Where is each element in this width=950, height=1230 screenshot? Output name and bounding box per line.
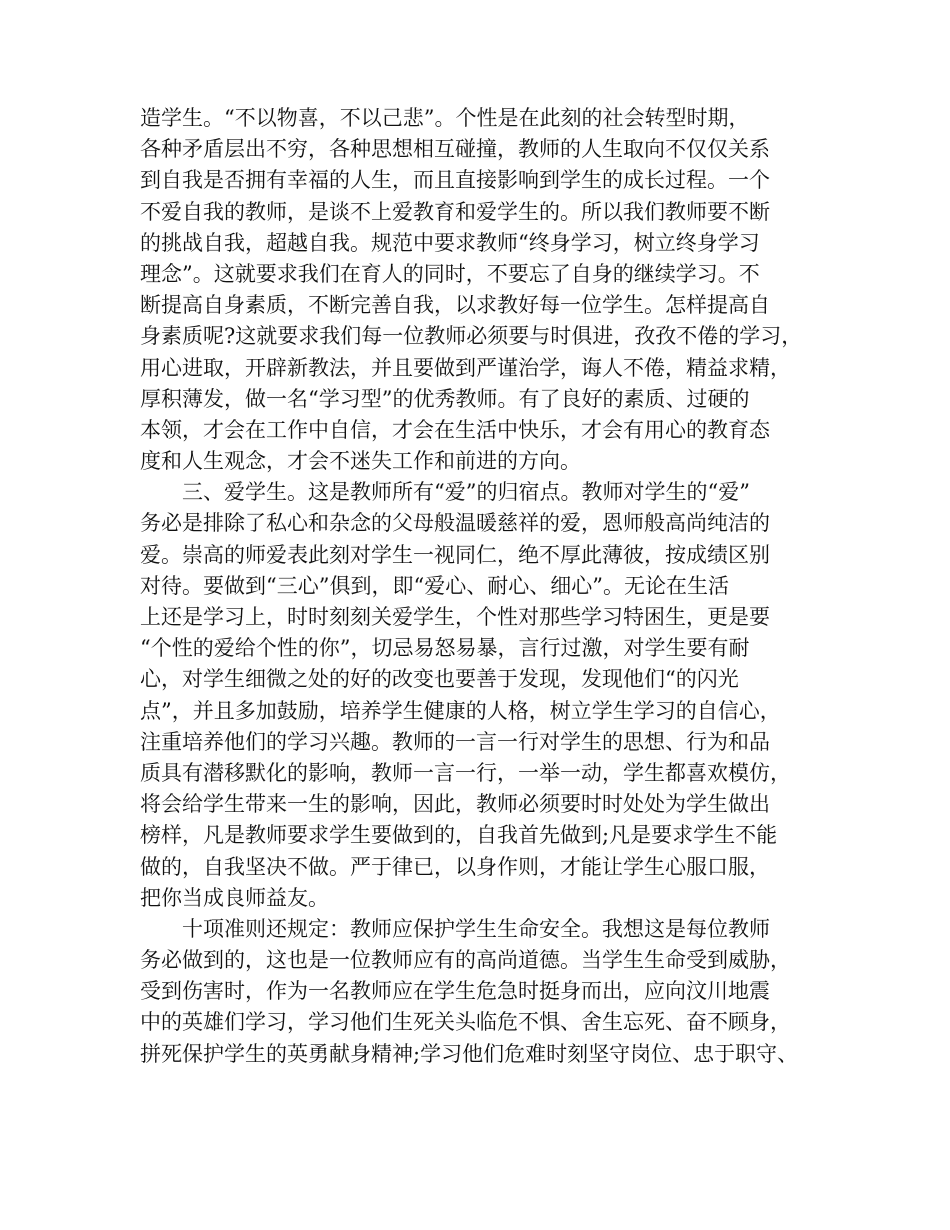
document-body xyxy=(140,103,840,1070)
text-line: 造学生。“不以物喜，不以己悲”。个性是在此刻的社会转型时期， xyxy=(140,106,750,130)
text-line: 各种矛盾层出不穷，各种思想相互碰撞，教师的人生取向不仅仅关系 xyxy=(140,137,770,162)
text-line: 榜样，凡是教师要求学生要做到的，自我首先做到;凡是要求学生不能 xyxy=(140,823,778,848)
text-line: 的挑战自我，超越自我。规范中要求教师“终身学习，树立终身学习 xyxy=(140,230,760,255)
text-line: 注重培养他们的学习兴趣。教师的一言一行对学生的思想、行为和品 xyxy=(140,729,770,754)
text-line: 三、爱学生。这是教师所有“爱”的归宿点。教师对学生的“爱” xyxy=(140,480,750,505)
text-line: 务必做到的，这也是一位教师应有的高尚道德。当学生生命受到威胁， xyxy=(140,948,791,973)
text-line: 对待。要做到“三心”俱到，即“爱心、耐心、细心”。无论在生活 xyxy=(140,573,729,598)
text-line: 心，对学生细微之处的好的改变也要善于发现，发现他们“的闪光 xyxy=(140,667,739,692)
text-line: 将会给学生带来一生的影响，因此，教师必须要时时处处为学生做出 xyxy=(140,792,770,817)
text-line: 身素质呢?这就要求我们每一位教师必须要与时俱进，孜孜不倦的学习， xyxy=(140,324,803,349)
text-line: 做的，自我坚决不做。严于律已，以身作则，才能让学生心服口服， xyxy=(140,854,770,879)
text-line: 上还是学习上，时时刻刻关爱学生，个性对那些学习特困生，更是要 xyxy=(140,605,770,629)
text-line: 受到伤害时，作为一名教师应在学生危急时挺身而出，应向汶川地震 xyxy=(140,979,770,1004)
text-line: 中的英雄们学习，学习他们生死关头临危不惧、舍生忘死、奋不顾身， xyxy=(140,1010,791,1035)
text-line: 质具有潜移默化的影响，教师一言一行，一举一动，学生都喜欢模仿， xyxy=(140,760,791,785)
text-line: 把你当成良师益友。 xyxy=(140,885,329,910)
text-line: 点”，并且多加鼓励，培养学生健康的人格，树立学生学习的自信心， xyxy=(140,698,781,723)
text-line: 十项准则还规定：教师应保护学生生命安全。我想这是每位教师 xyxy=(140,916,770,941)
text-line: 到自我是否拥有幸福的人生，而且直接影响到学生的成长过程。一个 xyxy=(140,168,770,193)
text-line: “个性的爱给个性的你”，切忌易怒易暴，言行过激，对学生要有耐 xyxy=(140,636,750,661)
text-line: 厚积薄发，做一名“学习型”的优秀教师。有了良好的素质、过硬的 xyxy=(140,386,750,411)
text-line: 度和人生观念，才会不迷失工作和前进的方向。 xyxy=(140,449,581,474)
text-line: 本领，才会在工作中自信，才会在生活中快乐，才会有用心的教育态 xyxy=(140,417,770,442)
text-line: 爱。崇高的师爱表此刻对学生一视同仁，绝不厚此薄彼，按成绩区别 xyxy=(140,542,770,567)
text-line: 用心进取，开辟新教法，并且要做到严谨治学，诲人不倦，精益求精， xyxy=(140,355,791,380)
text-line: 务必是排除了私心和杂念的父母般温暖慈祥的爱，恩师般高尚纯洁的 xyxy=(140,511,770,536)
text-line: 拼死保护学生的英勇献身精神;学习他们危难时刻坚守岗位、忠于职守、 xyxy=(140,1041,799,1066)
text-line: 理念”。这就要求我们在育人的同时，不要忘了自身的继续学习。不 xyxy=(140,261,760,286)
text-line: 不爱自我的教师，是谈不上爱教育和爱学生的。所以我们教师要不断 xyxy=(140,199,770,224)
text-line: 断提高自身素质，不断完善自我，以求教好每一位学生。怎样提高自 xyxy=(140,293,770,318)
